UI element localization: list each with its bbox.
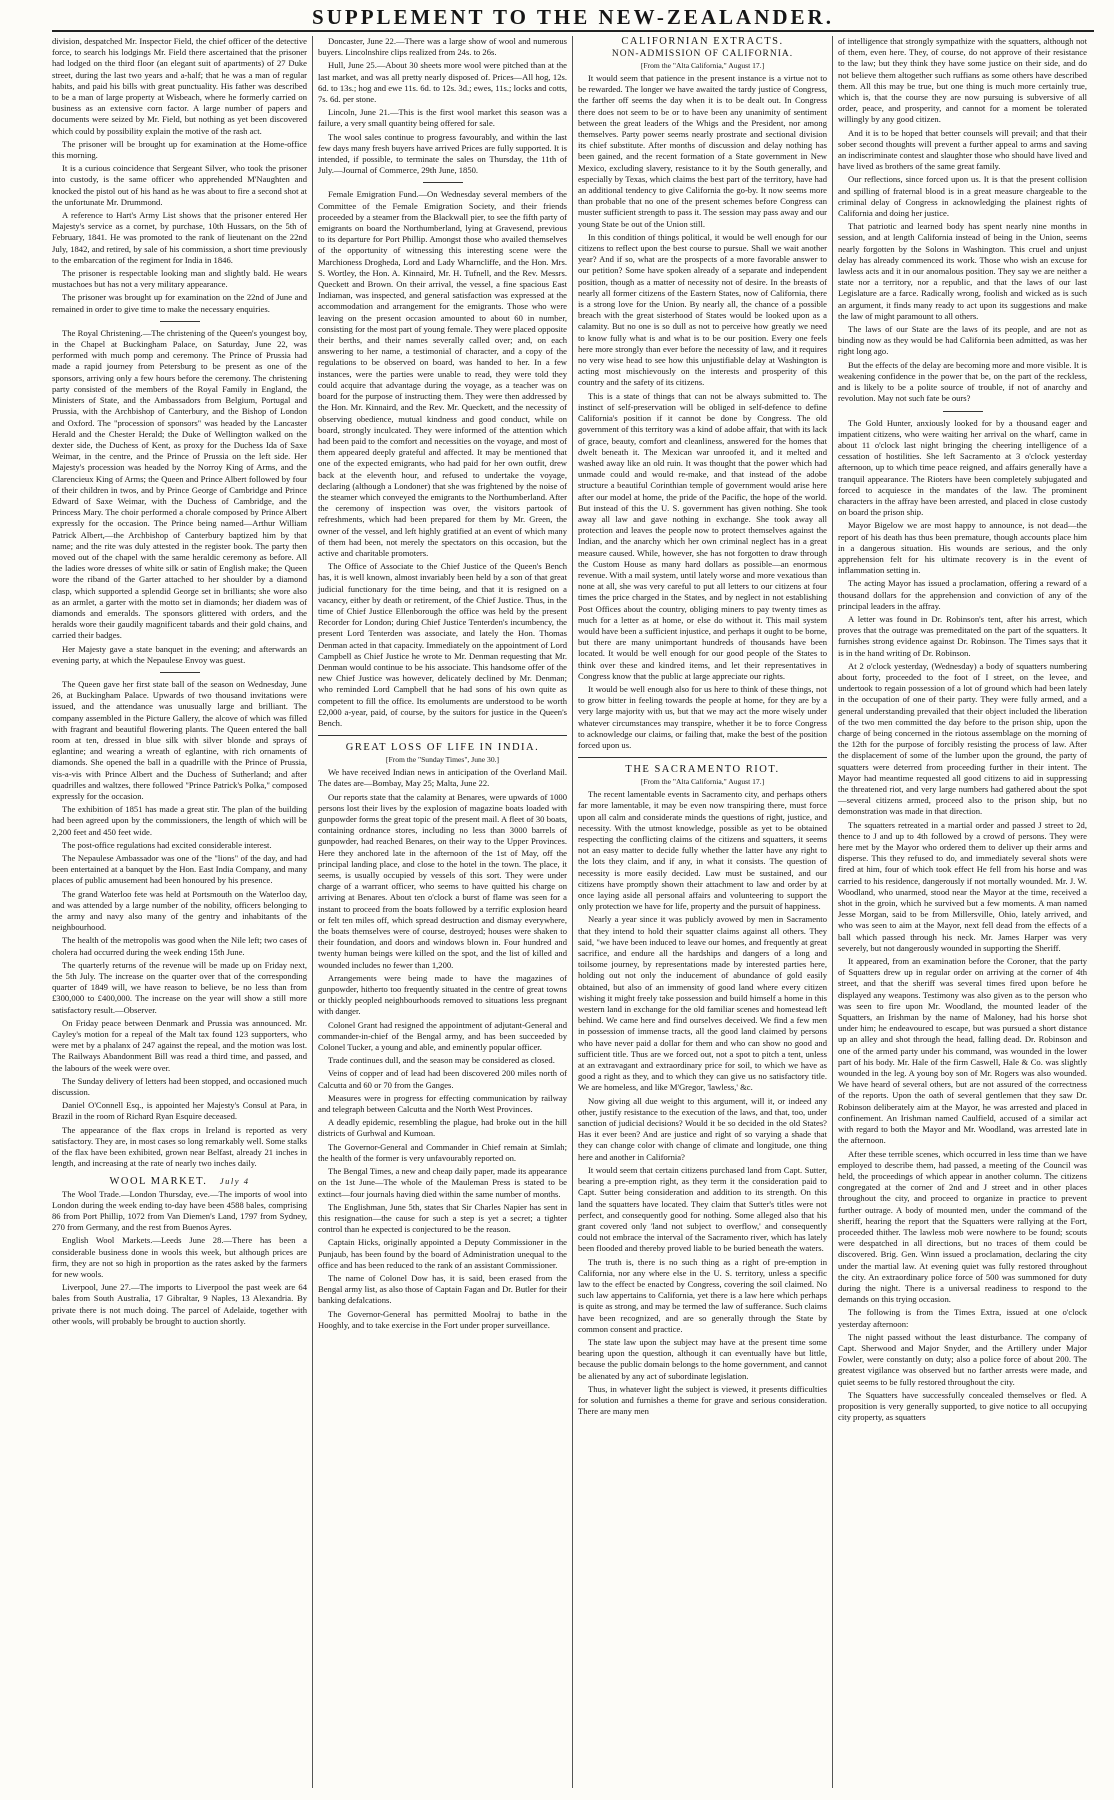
section-heading (52, 1176, 307, 1187)
paragraph: Our reports state that the calamity at Benares, were upwards of 1000 persons lost their lives by the explosion of magazine boats loaded with gunpowder forms the great topic of the present mail. A fleet of 30 boats, containing ordnance stores, including no less than 3000 barrels of gunpowder, had reached Benares, on their way to the Upper Provinces. Here they anchored late in the afternoon of the 1st of May, off the principal landing place, and close to the hotel in the town. The place, it seems, is usually occupied by vessels of this sort. They were under charge of a warrant officer, who seems to have quitted his charge on arriving at Benares. About ten o'clock a burst of flame was seen for a instant to proceed from the boats followed by a terrific explosion heard or felt ten miles off, which spread destruction and dismay everywhere, the boats themselves were of course, destroyed; houses were shaken to their foundation, and doors and windows blown in. Four hundred and twenty human beings were killed on the spot, and the list of killed and wounded includes no fewer than 1,200. (318, 791, 567, 970)
paragraph: And it is to be hoped that better counsels will prevail; and that their sober second thoughts will prevent a further appeal to arms and saving an indiscriminate contest and slaughter those who should have lived and have lived as brothers of the same great family. (838, 127, 1087, 172)
paragraph: The post-office regulations had excited considerable interest. (62, 839, 272, 850)
paragraph: A reference to Hart's Army List shows that the prisoner entered Her Majesty's service as a cornet, by purchase, 10th Hussars, on the 5th of February, 1841. He was promoted to the rank of lieutenant on the 22nd July, 1842, and retired, by sale of his commission, a short time previously to the embarcation of the regiment for India in 1846. (52, 210, 307, 265)
paragraph: Liverpool, June 27.—The imports to Liverpool the past week are 64 bales from South Australia, 17 Gibraltar, 9 Naples, 13 Alexandria. By private there is not much doing. The parcel of Adelaide, together with other wools, will probably be brought to auction shortly. (52, 1282, 307, 1326)
paragraph: Her Majesty gave a state banquet in the evening; and afterwards an evening party, at which the Nepaulese Envoy was guest. (52, 643, 307, 665)
paragraph: The Governor-General and Commander in Chief remain at Simlah; the health of the former is very unfavourably reported on. (318, 1141, 567, 1163)
paragraph: Lincoln, June 21.—This is the first wool market this season was a failure, a very small quantity being offered for sale. (318, 107, 567, 129)
paragraph: Measures were in progress for effecting communication by railway and telegraph between Calcutta and the North West Provinces. (318, 1092, 567, 1115)
paragraph: Arrangements were being made to have the magazines of gunpowder, hitherto too frequently situated in the centre of great towns or thickly peopled neighbourhoods removed to situations less pregnant with danger. (318, 972, 567, 1017)
section-source: [From the "Sunday Times", June 30.] (385, 755, 500, 765)
paragraph: English Wool Markets.—Leeds June 28.—There has been a considerable business done in wools this week, but although prices are firm, they are not so high in proportion as the rates asked by the farmers for new wools. (52, 1235, 307, 1279)
section-heading-date: July 4 (219, 1175, 250, 1186)
paragraph: The laws of our State are the laws of its people, and are not as binding now as they would be had California been admitted, as was her right long ago. (838, 324, 1087, 357)
column-4 (832, 36, 1092, 1788)
masthead: SUPPLEMENT TO THE NEW-ZEALANDER. (312, 5, 834, 29)
paragraph: The appearance of the flax crops in Ireland is reported as very satisfactory. They are, in most cases so long remarkably well. Some stalks of the flax have been exhibited, grown near Belfast, already 21 inches in length, and increasing at the rate of nearly two inches daily. (52, 1124, 307, 1169)
paragraph: Trade continues dull, and the season may be considered as closed. (328, 1055, 555, 1066)
column-3 (572, 36, 832, 1788)
paragraph: The truth is, there is no such thing as a right of pre-emption in California, nor any where else in the U. S. territory, unless a specific law to the effect be enacted by Congress, covering the soil claimed. No such law appertains to California, yet there is a law here which perhaps is quite as strong, and may be termed the law of sufferance. Such claims have been recognized, and are so generally through the State by common consent and practice. (578, 1256, 827, 1334)
divider (318, 735, 567, 736)
paragraph: The Queen gave her first state ball of the season on Wednesday, June 26, at Buckingham Palace. Upwards of two thousand invitations were issued, and the attendance was unusually large and brilliant. The company assembled in the Picture Gallery, the alcove of which was filled with fragrant and beautiful flowering plants. The Queen entered the ball room at ten, dressed in blue silk with silver blonde and sprays of eglantine; and wearing a wreath of eglantine, with rich ornaments of diamonds. She opened the ball in a quadrille with the Prince of Prussia, vis-a-vis with Prince Albert and the Duchess of Sutherland; and after quadrilles and waltzes, there followed "Prince Patrick's Polka," composed expressly for the occasion. (52, 678, 307, 801)
paragraph: Mayor Bigelow we are most happy to announce, is not dead—the report of his death has thus been premature, though accounts place him in a dangerous situation. His wounds are serious, and the only apprehension felt for his ultimate recovery is in the event of inflammation setting in. (838, 520, 1087, 576)
column-1 (52, 36, 312, 1788)
paragraph: The state law upon the subject may have at the present time some bearing upon the question, although it can eventually have but little, because the public domain belongs to the home government, and cannot be alienated by any act of subordinate legislation. (578, 1336, 827, 1381)
paragraph: But the effects of the delay are becoming more and more visible. It is weakening confidence in the power that be, on the part of the reckless, and is likely to be a polite source of trouble, if not of anarchy and revolution. May not such fate be ours? (838, 359, 1087, 404)
paragraph: This is a state of things that can not be always submitted to. The instinct of self-preservation will be obliged in self-defence to define California's position if it cannot be done by Congress. The old government of this territory was a kind of adobe affair, that with its lack of grace, beauty, comfort and cleanliness, answered for the homes that dwelt beneath it. The Mexican war unroofed it, and it melted and washed away like an old ruin. It was thought that the power which had unmade could and would re-make, and that instead of the adobe structure a beautiful Corinthian temple of government would arise here after our model at home, the pride of the Pacific, the hope of the world. But instead of this the U. S. government has given nothing. She took away all law and gave nothing in exchange. She took away all protection and leaves the people now to protect themselves against the Indian, and the anarchy which her own criminal neglect has in a great measure caused. While, however, she has not forgotten to draw through the Custom House as many hard dollars as possible—an enormous revenue. With a mail system, until lately worse and more vexatious than none at all, she was very careful to put all letters to our citizens at four times the price charged in the States, and by neglect in not establishing Post Offices about the country, obliging miners to pay twenty times as much for a letter as at home, or else do without it. This mail system would have been a sufficient injustice, and perhaps it ought to be borne, but there are many unimportant hundreds of thousands have been located. It would be well enough for our good people of the States to think over these and kindred items, and let their representatives in Congress know that the public at large appreciate our rights. (578, 390, 827, 681)
paragraph: Daniel O'Connell Esq., is appointed her Majesty's Consul at Para, in Brazil in the room of Richard Ryan Esquire deceased. (52, 1100, 307, 1122)
paragraph: The Royal Christening.—The christening of the Queen's youngest boy, in the Chapel at Buckingham Palace, on Saturday, June 22, was performed with much pomp and ceremony. The Prince of Prussia had made a rapid journey from Petersburg to be present as one of the sponsors, arriving only a few hours before the ceremony. The christening party consisted of the members of the Royal Family in England, the Ministers of State, and the Ambassadors from Belgium, Portugal and Prussia, with the Archbishop of Canterbury, and the Bishop of London and Oxford. The "procession of sponsors" was headed by the Lancaster Herald and the Chester Herald; the Duke of Wellington walked on the dexter side, the Duchess of Kent, as proxy for the Duchess Ida of Saxe Weimar, in the centre, and the Prince of Prussia on the left side. Her Majesty's procession was headed by the Norroy King of Arms, and the Clarencieux King of Arms; the Queen and Prince Albert followed by four of their children in twos, and by Prince George of Cambridge and Prince Edward of Saxe Weimar, with the Duchess of Cambridge, and the Princess Mary. The choir performed a chorale composed by Prince Albert expressly for the occasion. The Prince being named—Arthur William Patrick Albert,—the Archbishop of Canterbury baptized him by that name; and the rite was duly attested in the register book. The party then moved out of the chapel with the same heraldic ceremony as before. All the ladies wore dresses of white silk or satin of English make; the Queen wore the riband of the Garter attached to her shoulder by a diamond clasp, which supported a splendid George set in brilliants; she wore also as an armlet, a garter with the motto set in diamonds; her diadem was of diamonds and emeralds. The sponsors glittered with orders, and the heralds wore their gaudily magnificent tabards and their gold chains, and carried their badges. (52, 327, 307, 641)
columns (52, 36, 1094, 1788)
section-source: [From the "Alta California," August 17.] (640, 777, 765, 787)
paragraph: The acting Mayor has issued a proclamation, offering a reward of a thousand dollars for the apprehension and conviction of any of the principal leaders in the affray. (838, 578, 1087, 611)
paragraph: It would seem that certain citizens purchased land from Capt. Sutter, bearing a pre-emption right, as they term it the consideration paid to Capt. Sutter being consideration and addition to its strength. On this land the squatters have located. They claim that Sutter's titles were not perfect, and consequently good for nothing. Some alleged also that his grant covered only 'land not subject to overflow,' and consequently could not embrace the interval of the Sacramento river, which has lately been flooded and thereby proved liable to be buried beneath the waters. (578, 1164, 827, 1254)
divider (160, 321, 200, 322)
paragraph: The health of the metropolis was good when the Nile left; two cases of cholera had occurred during the week ending 15th June. (52, 935, 307, 957)
paragraph: The Englishman, June 5th, states that Sir Charles Napier has sent in this resignation—the cause for such a step is yet a secret; a tighter control than he expected is conjectured to be the reason. (318, 1201, 567, 1235)
paragraph: The Governor-General has permitted Moolraj to bathe in the Hooghly, and to take exercise in the Fort under proper surveillance. (318, 1308, 567, 1330)
paragraph: Our reflections, since forced upon us. It is that the present collision and spilling of fraternal blood is in a great measure chargeable to the criminal delay of Congress in acknowledging the plainest rights of California and doing her justice. (838, 174, 1087, 219)
divider (943, 411, 983, 412)
paragraph: It appeared, from an examination before the Coroner, that the party of Squatters drew up in regular order on arriving at the corner of 4th street, and that the sheriff was several times fired upon before he displayed any weapons. Testimony was also given as to the person who was seen to fire upon Mr. Woodland, the mounted leader of the Squatters, an Irishman by the name of Maloney, had his horse shot under him; he endeavoured to escape, but was pursued a short distance up an alley and shot through the head, falling dead. Dr. Robinson and one of the armed party under his command, was wounded in the lower part of his body. Mr. Hale of the firm Caswell, Hale & Co. was slightly wounded in the leg. A young boy son of Mr. Rogers was also wounded. We have heard of several others, but are not assured of the correctness of the reports. Upon the oath of several gentlemen that they saw Dr. Robinson deliberately aim at the Mayor, he was arrested and placed in confinement. An Irishman named Caulfield, accused of a similar act with regard to both the Mayor and Mr. Woodland, was arrested late in the afternoon. (838, 956, 1087, 1146)
paragraph: The prisoner will be brought up for examination at the Home-office this morning. (52, 138, 307, 161)
paragraph: The Sunday delivery of letters had been stopped, and occasioned much discussion. (52, 1075, 307, 1098)
paragraph: The Office of Associate to the Chief Justice of the Queen's Bench has, it is well known, almost invariably been held by a son of that great judicial functionary for the time being, and that it is resigned on a vacancy, either by death or retirement, of the Chief Justice. Thus, in the time of Chief Justice Ellenborough the office was held by the present Recorder for London; during Chief Justice Tenterden's incumbency, the present Lord Tenterden was associate, and lately the Hon. Thomas Denman acted in that capacity. Immediately on the appointment of Lord Campbell as Chief Justice he wrote to Mr. Denman requesting that Mr. Denman would continue to be his associate. This handsome offer of the new Chief Justice was however, delicately declined by Mr. Denman; who reminded Lord Campbell that he had sons of his own quite as competent to fill the office. Its emoluments are understood to be worth £2,000 a-year, paid, of course, by the suitors for justice in the Queen's Bench. (318, 561, 567, 728)
paragraph: In this condition of things political, it would be well enough for our citizens to reflect upon the best course to pursue. Shall we wait another year? And if so, what are the prospects of a more favorable answer to our petition? Some have spoken already of a separate and independent position, though as a matter of necessity not of desire. In the breasts of nearly all former citizens of the Eastern States, now of California, there is a strong love for the Union. By nearly all, the chance of a possible breach with the great sisterhood of States would be looked upon as a calamity. But no one is so dull as not to perceive how greatly we need to know fully what is and what is to be our position. Every one feels here more strongly than ever before the necessity of law, and it requires no very wise head to see how this unjustifiable delay at Washington is acting most mischievously on the interests and prosperity of this country and the safety of its citizens. (578, 231, 827, 388)
paragraph: The wool sales continue to progress favourably, and within the last few days many fresh buyers have arrived Prices are fully supported. It is intended, if possible, to terminate the sales on Thursday, the 11th of July.—Journal of Commerce, 29th June, 1850. (318, 131, 567, 176)
paragraph: of intelligence that strongly sympathize with the squatters, although not of them, even here. They, of course, do not approve of their resistance to the law; but they think they have some justice on their side, and do not believe them altogether such ruffians as some others have described them. All this may be true, but one thing is much more certainly true, which is, that the course they are now pursuing is subversive of all order, peace, and prosperity, and cannot for a moment be tolerated willingly by any good citizen. (838, 36, 1087, 125)
paragraph: The recent lamentable events in Sacramento city, and perhaps others far more lamentable, it may be even now transpiring there, must force upon all calm and considerate minds the questions of right, justice, and necessity. With the utmost knowledge, possible as yet to be obtained respecting the conflicting claims of the citizens and squatters, it seems not an easy matter to decide fully whether the latter have any right to the lots they claim, and if any, in what it consists. The question of necessity is more easily decided. Law must be sustained, and our citizens have promptly shown their attachment to law and order by at once laying aside all personal affairs and volunteering to support the only protection we have for life, property and the pursuit of happiness. (578, 789, 827, 912)
paragraph: Female Emigration Fund.—On Wednesday several members of the Committee of the Female Emigration Society, and their friends proceeded by a steamer from the Blackwall pier, to see the fifth party of emigrants on board the Northumberland, lying at Gravesend, previous to its departure for Port Phillip. Amongst those who availed themselves of the opportunity of witnessing this interesting scene were the Marchioness Drogheda, Lord and Lady Wharncliffe, and the Hon. Mrs. S. Wortley, the Hon. A. Kinnaird, Mr. H. Tufnell, and the Rev. Messrs. Queckett and Brown. On their arrival, the vessel, a fine spacious East Indiaman, was inspected, and general satisfaction was expressed at the accommodation and arrangement for the emigrants. Those who were leaving on the present occasion amounted to about 60 in number, consisting for the most part of young female. They were placed opposite their berths, and their names severally called over; and, on each answering to her name, a testimonial of character, and a copy of the regulations to be observed on board, was handed to her. In a few instances, were the parties were unable to read, they were told they could acquire that advantage during the voyage, as a teacher was on board for the purpose of instructing them. They were then addressed by the Hon. Mr. Kinnaird, and the Rev. Mr. Queckett, and the necessity of observing obedience, mutual kindness and good conduct, while on board, strongly inculcated. They were informed of the attention which had been paid to the comfort and necessities on the voyage, and most of them appeared deeply grateful and affected. It may be mentioned that one of the expected emigrants, who had paid for her own outfit, drew back at the eleventh hour, and refused to undertake the voyage, declaring (although a Londoner) that she was frightened by the noise of the steamer which conveyed the emigrants to the Northumberland. After the ceremony of inspection was over, the visitors partook of refreshments, which had been prepared for them by Mr. Green, the owner of the vessel, and left highly gratified at an event of which many of them had been, not merely the spectators on this occasion, but the active and charitable promoters. (318, 189, 567, 558)
paragraph: Doncaster, June 22.—There was a large show of wool and numerous buyers. Lincolnshire clips realized from 24s. to 26s. (318, 36, 567, 58)
section-heading: THE SACRAMENTO RIOT. (625, 764, 780, 776)
paragraph: The Squatters have successfully concealed themselves or fled. A proposition is very generally supported, to give notice to all occupying city property, as squatters (838, 1389, 1087, 1423)
divider (423, 182, 463, 183)
divider (160, 672, 200, 673)
paragraph: The night passed without the least disturbance. The company of Capt. Sherwood and Major Snyder, and the Artillery under Major Fowler, were constantly on duty; also a police force of about 200. The greatest vigilance was observed but no farther arrests were made, and quiet seems to be fully restored throughout the city. (838, 1331, 1087, 1387)
paragraph: division, despatched Mr. Inspector Field, the chief officer of the detective force, to search his lodgings Mr. Field there ascertained that the prisoner had lodged on the third floor (an elegant suit of apartments) of 27 Duke street, during the last two years and a-half; that he was a man of regular habits, and paid his bills with great punctuality. His father was described to be a man of large property at Wisbeach, where he formerly carried on business as an extensive corn factor. A large number of papers and documents were seized by Mr. Field, but nothing as yet been discovered which could by possibility explain the motive of the rash act. (52, 36, 307, 136)
masthead-rule (52, 30, 1094, 32)
paragraph: A deadly epidemic, resembling the plague, had broke out in the hill districts of Gurhwal and Kumoan. (318, 1117, 567, 1139)
paragraph: The Wool Trade.—London Thursday, eve.—The imports of wool into London during the week ending to-day have been 4588 bales, comprising 86 from Port Phillip, 1072 from Van Diemen's Land, 1797 from Sydney, 270 from Germany, and the rest from Buenos Ayres. (52, 1188, 307, 1233)
section-heading-title: WOOL MARKET. (109, 1175, 208, 1187)
paragraph: The Bengal Times, a new and cheap daily paper, made its appearance on the 1st June—The whole of the Mauleman Press is stated to be extinct—four journals having died within the same number of months. (318, 1166, 567, 1199)
paragraph: Now giving all due weight to this argument, will it, or indeed any other, justify resistance to the execution of the laws, and that, too, under sanction of judicial decisions? Would it be so decided in the old States? Has it ever been? And are justice and right of so varying a shade that they can change color with change of climate and longitude, one thing here and another in California? (578, 1095, 827, 1162)
paragraph: At 2 o'clock yesterday, (Wednesday) a body of squatters numbering about forty, proceeded to the foot of I street, on the levee, and undertook to regain possession of a lot of ground which had been lately in the occupation of one of their party. They were fully armed, and a general understanding prevailed that their object included the liberation of the two men committed the day before to the prison ship, upon the charge of being concerned in the riotous assemblage on the morning of the 12th for the purpose of forcibly resisting the process of law. After the displacement of some of the lumber upon the ground, the party of squatters were deterred from proceeding further in their intent. The Mayor had meantime requested all good citizens to aid in suppressing the threatened riot, and very large numbers had gathered about the spot—several citizens armed, proceed also to the prison ship, but no demonstration was made in that direction. (838, 660, 1087, 817)
paragraph: Colonel Grant had resigned the appointment of adjutant-General and commander-in-chief of the Bengal army, and has been succeeded by Colonel Tucker, a young and able, and eminently popular officer. (318, 1019, 567, 1053)
paragraph: Hull, June 25.—About 30 sheets more wool were pitched than at the last market, and was all pretty nearly disposed of. Prices—All hog, 12s. 6d. to 13s.; hog and ewe 11s. 6d. to 12s. 3d.; ewes, 11s.; locks and cotts, 7s. 6d. per stone. (318, 60, 567, 105)
paragraph: On Friday peace between Denmark and Prussia was announced. Mr. Cayley's motion for a repeal of the Malt tax found 123 supporters, who were met by a phalanx of 247 against the repeal, and the motion was lost. The Railways Abandonment Bill was read a third time, and passed, and the labours of the week were over. (52, 1017, 307, 1073)
section-heading: GREAT LOSS OF LIFE IN INDIA. (345, 742, 540, 754)
paragraph: The following is from the Times Extra, issued at one o'clock yesterday afternoon: (838, 1307, 1087, 1329)
paragraph: Thus, in whatever light the subject is viewed, it presents difficulties for solution and furnishes a theme for grave and serious consideration. There are many men (578, 1383, 827, 1417)
paragraph: The grand Waterloo fete was held at Portsmouth on the Waterloo day, and was attended by a large number of the nobility, officers belonging to the army and navy also many of the gentry and inhabitants of the neighbourhood. (52, 888, 307, 933)
column-2 (312, 36, 572, 1788)
divider (578, 757, 827, 758)
paragraph: That patriotic and learned body has spent nearly nine months in session, and at length California instead of being in the Union, seems nearly forgotten by the Solons in Washington. This cruel and unjust delay has already commenced its work. Those who wish an excuse for lawless acts and it in our anomalous position. They say we are neither a state nor a territory, nor a republic, and that the laws of our last Legislature are a farce. Radically wrong, foolish and wicked as is such an argument, it finds many ready to act upon its suggestions and make the law of might paramount to all others. (838, 221, 1087, 321)
section-heading: CALIFORNIAN EXTRACTS. (621, 36, 784, 47)
paragraph: After these terrible scenes, which occurred in less time than we have employed to describe them, had passed, a meeting of the Council was held, the proceedings of which appear in another column. The citizens congregated at the corner of 2nd and J street and in other places throughout the city, and proceed to organize in practice to prevent further outrage. A body of mounted men, under the command of the sheriff, hearing the report that the Squatters were rallying at the Fort, proceeded thither. The lawless mob were nowhere to be found; scouts were despatched in all directions, but no traces of them could be discovered. Brig. Gen. Winn issued a proclamation, declaring the city under the martial law. At evening quiet was fully restored throughout the city. An extraordinary police force of 500 was summoned for duty during the night. There is a universal readiness to respond to the demands on this trying occasion. (838, 1148, 1087, 1305)
paragraph: The exhibition of 1851 has made a great stir. The plan of the building had been agreed upon by the commissioners, the length of which will be 2,200 feet and 450 feet wide. (52, 804, 307, 837)
paragraph: The Nepaulese Ambassador was one of the "lions" of the day, and had been entertained at a banquet by the Hon. East India Company, and many places of public amusement had been honoured by his presence. (52, 853, 307, 886)
paragraph: It would be well enough also for us here to think of these things, not to grow bitter in feeling towards the people at home, for they are by a very large majority with us, but that we may act the more wisely under whatever circumstances may transpire, whether it be to force Congress to acknowledge our claims, or failing that, make the best of the position forced upon us. (578, 683, 827, 750)
paragraph: It would seem that patience in the present instance is a virtue not to be rewarded. The longer we have awaited the tardy justice of Congress, the farther off seems the day when it is to be dealt out. In Congress there does not seem to be or to have been any unanimity of sentiment between the great leaders of the Whigs and the President, nor among themselves. Party power seems nearly prostrate and sectional division its chief substitute. After months of discussion and delay nothing has been gained, and the recent formation of a State government in New Mexico, excluding slavery, resistance to it by the South generally, and especially by Texas, which claims the best part of the territory, have had an additional tendency to give California the go-by. It now seems more than probable that no one of the present schemes before Congress can muster sufficient strength to pass it. The session may pass away and our young State be out of the Union still. (578, 73, 827, 229)
section-subheading: NON-ADMISSION OF CALIFORNIA. (611, 49, 794, 59)
paragraph: A letter was found in Dr. Robinson's tent, after his arrest, which proves that the outrage was premeditated on the part of the squatters. It furnishes strong evidence against Dr. Robinson. The Times says that it is in the hand writing of Dr. Robinson. (838, 613, 1087, 658)
paragraph: Veins of copper and of lead had been discovered 200 miles north of Calcutta and 60 or 70 from the Ganges. (318, 1068, 567, 1090)
paragraph: The squatters retreated in a martial order and passed J street to 2d, thence to J and up to 4th followed by a crowd of persons. They were here met by the Mayor who ordered them to deliver up their arms and disperse. This they refused to do, and immediately several shots were fired at him, four of which took effect He fell from his horse and was carried to his residence, dangerously if not mortally wounded. Mr. J. W. Woodland, who unarmed, stood near the Mayor at the time, received a shot in the groin, which he survived but a few moments. A man named Jesse Morgan, said to be from Millersville, Ohio, lately arrived, and who was seen to aim at the Mayor, next fell dead from the effects of a ball which passed through his neck. Mr. James Harper was very severely, but not dangerously wounded in supporting the Sheriff. (838, 819, 1087, 953)
paragraph: The prisoner is respectable looking man and slightly bald. He wears mustachoes but has not a very military appearance. (52, 268, 307, 290)
paragraph: It is a curious coincidence that Sergeant Silver, who took the prisoner into custody, is the same officer who apprehended M'Naughten and knocked the pistol out of his hand as he was about to fire a second shot at the unfortunate Mr. Drummond. (52, 163, 307, 207)
paragraph: The Gold Hunter, anxiously looked for by a thousand eager and impatient citizens, who were waiting her arrival on the wharf, came in about 11 o'clock last night bringing the cheering intelligence of a cessation of hostilities. She left Sacramento at 3 o'clock yesterday afternoon, up to which time peace reigned, and affairs generally have a tranquil appearance. The Rioters have been completely subjugated and forced to acquiesce in the mandates of the law. The prominent characters in the affray have been arrested, and placed in close custody on board the prison ship. (838, 417, 1087, 518)
section-source: [From the "Alta California," August 17.] (640, 61, 765, 70)
paragraph: Nearly a year since it was publicly avowed by men in Sacramento that they intend to hold their squatter claims against all others. They said, "we have been induced to leave our homes, and frequently at great sacrifice, and endure all the hardships and dangers of a long and toilsome journey, by representations made by interested parties here, holding out not only the inducement of abundance of gold easily obtained, but also of an immensity of good land where every citizen wishing it might freely take possession and build himself a home in this western land in exchange for the old familiar scenes and homestead left behind. We came here and find ourselves deceived. We find a few men in possession of immense tracts, all the good land claimed by persons who have never paid a dollar for them and who can show no good and sufficient title. Thus are we forced out, not a spot to pitch a tent, unless at an extravagant and extraordinary price for soil, to which we have as good a right as they, and to which they can give us no satisfactory title. We are homeless, and like M'Gregor, 'lawless,' &c. (578, 914, 827, 1093)
paragraph: The quarterly returns of the revenue will be made up on Friday next, the 5th July. The increase on the quarter over that of the corresponding quarter of 1849 will, we have reason to believe, be no less than from £300,000 to £400,000. The increase on the year will show a still more satisfactory result.—Observer. (52, 959, 307, 1015)
paragraph: Captain Hicks, originally appointed a Deputy Commissioner in the Punjaub, has been found by the board of Administration unequal to the office and has been reduced to the rank of an assistant Commissioner. (318, 1237, 567, 1270)
paragraph: The prisoner was brought up for examination on the 22nd of June and remained in order to give time to make the necessary enquiries. (52, 292, 307, 314)
paragraph: We have received Indian news in anticipation of the Overland Mail. The dates are—Bombay, May 25; Malta, June 22. (318, 767, 567, 789)
paragraph: The name of Colonel Dow has, it is said, been erased from the Bengal army list, as also those of Captain Fagan and Dr. Butler for their banking defalcations. (318, 1272, 567, 1306)
